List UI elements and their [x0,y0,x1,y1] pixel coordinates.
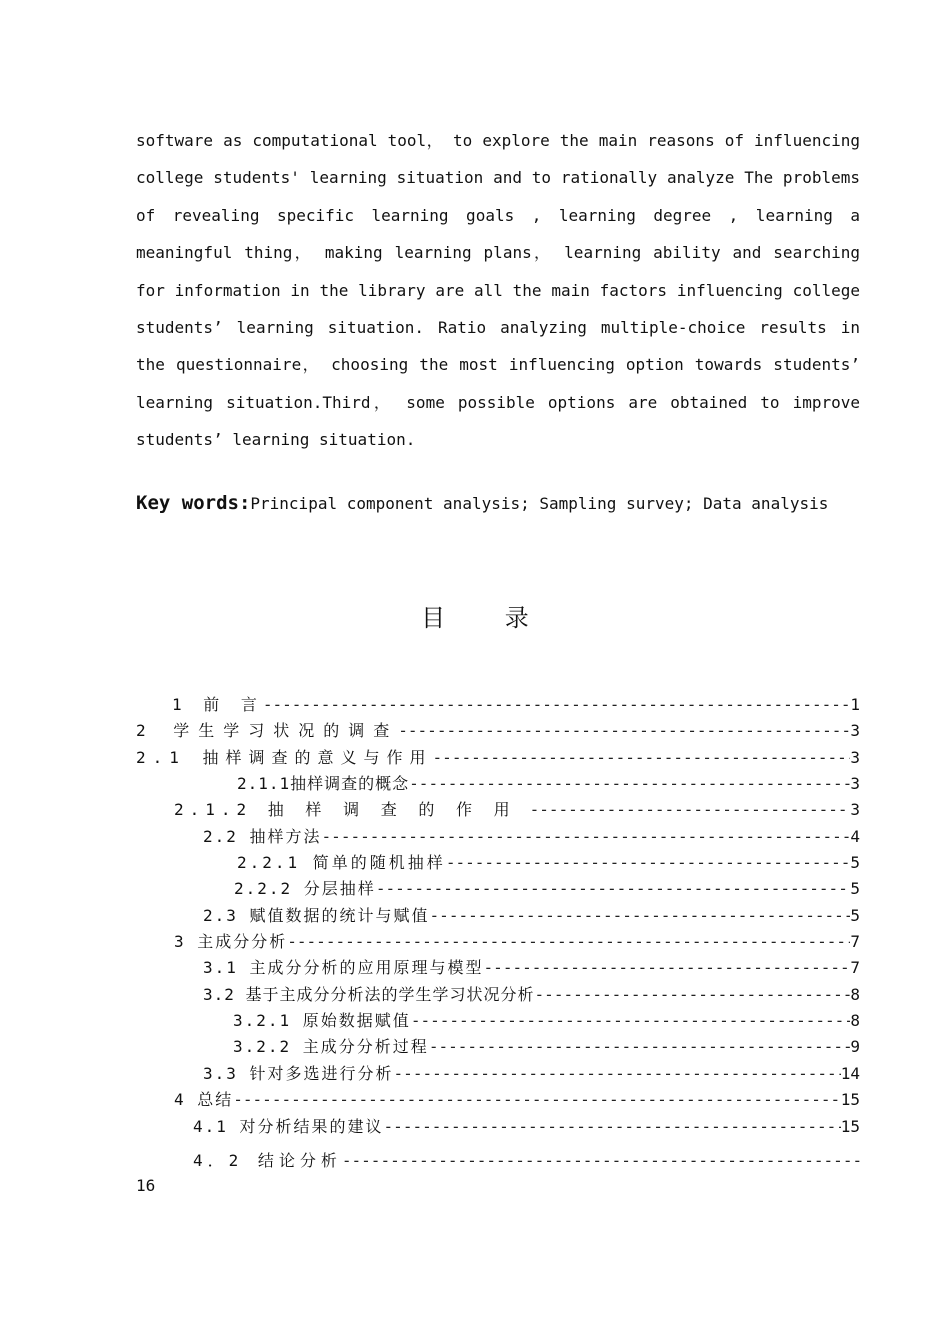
toc-entry[interactable] [172,692,860,718]
toc-leader [484,955,851,981]
toc-leader [233,1087,840,1113]
toc-page-number: 15 [840,1090,860,1109]
toc-leader [430,903,851,929]
toc-entry-title: 2.2.2 分层抽样 [234,879,376,898]
toc-entry[interactable] [237,850,860,876]
abstract-line: for information in the library are all the main factors influencing college [136,280,860,300]
toc-entry-title: 3.2.2 主成分分析过程 [233,1037,429,1056]
toc-leader [398,718,850,744]
keywords-label: Key words: [136,492,251,514]
toc-entry-title: 4．2 结论分析 [193,1151,342,1170]
toc-page-number: 7 [850,958,860,977]
toc-entry[interactable] [203,824,860,850]
toc-entry[interactable] [136,718,860,744]
abstract-line: college students' learning situation and to rationally analyze The problems [136,168,860,188]
toc-leader [535,982,851,1008]
toc-page-number: 8 [850,985,860,1004]
toc-entry[interactable] [174,929,860,955]
toc-page-number: 4 [850,827,860,846]
toc-entry-title: 2.1 抽样调查的意义与作用 [136,748,433,767]
toc-entry[interactable] [136,745,860,771]
toc-entry-title: 3.1 主成分分析的应用原理与模型 [203,958,484,977]
toc-entry[interactable] [203,903,860,929]
toc-page-number: 3 [850,748,860,767]
toc-entry-title: 2.2.1 简单的随机抽样 [237,853,446,872]
toc-page-number: 3 [850,774,860,793]
toc-page-number-wrapped: 16 [136,1176,156,1195]
toc-page-number: 1 [850,695,860,714]
toc-entry-title: 4 总结 [174,1090,234,1109]
toc-entry[interactable] [203,955,860,981]
toc-leader [384,1114,841,1140]
toc-page-number: 3 [850,721,860,740]
toc-entry[interactable] [193,1148,860,1174]
toc-title: 目 录 [421,604,555,632]
toc-page-number: 8 [850,1011,860,1030]
toc-page-number: 7 [850,932,860,951]
toc-leader [263,692,850,718]
toc-entry-title: 2.2 抽样方法 [203,827,322,846]
toc-entry-title: 3.2 基于主成分分析法的学生学习状况分析 [203,985,535,1004]
toc-entry[interactable] [233,1034,860,1060]
toc-entry[interactable] [234,876,860,902]
toc-leader [411,1008,851,1034]
toc-entry-title: 3.2.1 原始数据赋值 [233,1011,411,1030]
toc-entry[interactable] [237,771,860,797]
toc-leader [530,797,851,823]
toc-leader [446,850,851,876]
toc-leader [394,1061,841,1087]
abstract-line: software as computational tool， to explore the main reasons of influencing [136,131,860,150]
toc-entry[interactable] [203,1061,860,1087]
toc-leader [322,824,851,850]
toc-page-number: 5 [850,853,860,872]
toc-entry-title: 4.1 对分析结果的建议 [193,1117,384,1136]
toc-page-number: 14 [840,1064,860,1083]
toc-leader [287,929,850,955]
abstract-line: meaningful thing， making learning plans， learning ability and searching [136,243,860,263]
toc-entry-title: 2 学生学习状况的调查 [136,721,399,740]
toc-entry[interactable] [174,797,860,823]
abstract-line: the questionnaire， choosing the most influencing option towards students’ [136,355,860,375]
toc-leader [433,745,851,771]
toc-entry[interactable] [193,1114,860,1140]
toc-leader [409,771,850,797]
toc-page-number: 5 [850,879,860,898]
toc-leader [342,1148,860,1174]
toc-entry[interactable] [174,1087,860,1113]
toc-leader [429,1034,851,1060]
toc-entry-title: 1 前 言 [172,695,263,714]
toc-entry-title: 2.1.2 抽 样 调 查 的 作 用 [174,800,516,819]
abstract-text [136,122,860,459]
toc-entry-title: 3 主成分分析 [174,932,288,951]
abstract-line: students’ learning situation. Ratio analyzing multiple-choice results in [136,317,860,337]
toc-page-number: 9 [850,1037,860,1056]
toc-entry-title: 3.3 针对多选进行分析 [203,1064,394,1083]
abstract-line: of revealing specific learning goals , learning degree , learning a [136,205,860,225]
toc-page-number: 15 [840,1117,860,1136]
abstract-line: learning situation.Third， some possible options are obtained to improve [136,392,860,412]
toc-entry[interactable] [233,1008,860,1034]
toc-leader [376,876,851,902]
toc-entry-title: 2.1.1抽样调查的概念 [237,774,410,793]
toc-entry-title: 2.3 赋值数据的统计与赋值 [203,906,430,925]
toc-page-number: 3 [850,800,860,819]
keywords-text: Principal component analysis; Sampling survey; Data analysis [250,494,829,513]
toc-entry[interactable] [203,982,860,1008]
abstract-line: students’ learning situation. [136,430,416,450]
keywords [136,492,828,514]
toc-page-number: 5 [850,906,860,925]
